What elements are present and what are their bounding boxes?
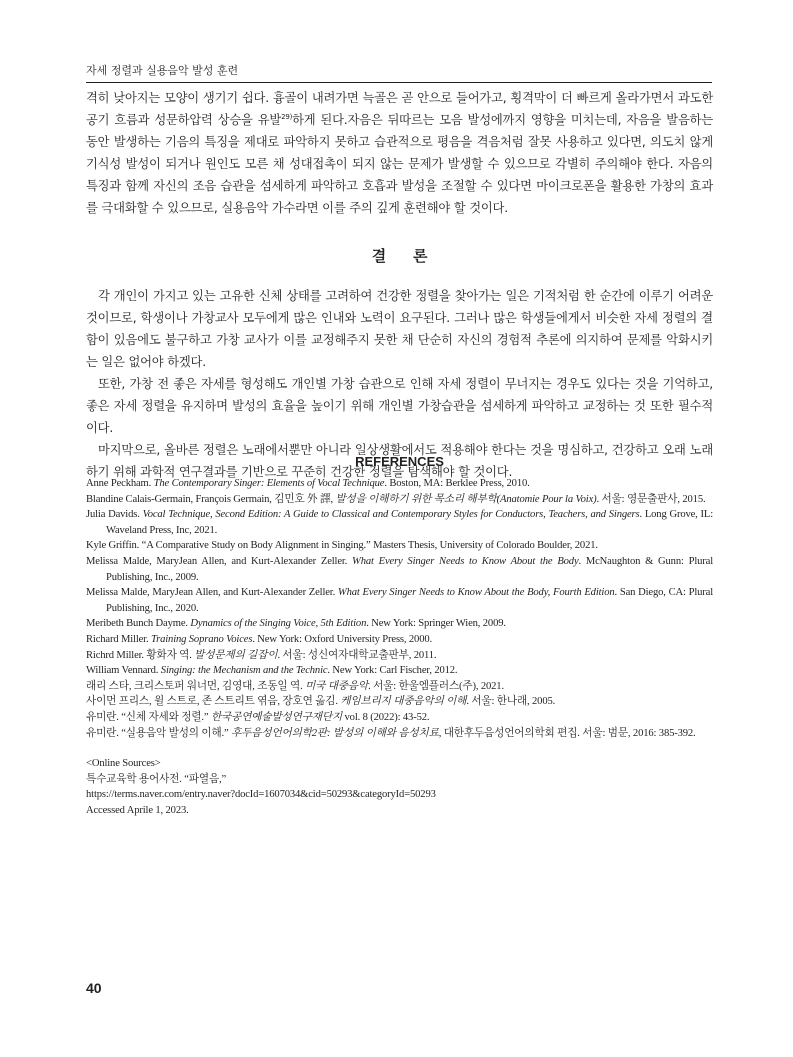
ref-author: Melissa Malde, MaryJean Allen, and Kurt-Alexander Zeller.	[86, 587, 338, 599]
footnote-ref: 29)	[281, 113, 293, 121]
paragraph-text: 하게 된다.자음은 뒤따르는 모음 발성에까지 영향을 미치는데, 자음을 발음하는 동안 발생하는 기음의 특징을 제대로 파악하지 못하고 습관적으로 평음을 격음처럼 잘못 사용하고 있다면, 의도치 않게 기식성 발성이 되거나 원인도 모른 채 성대접촉이 되지 않는 문제가 발생할 수 있으므로 각별히 주의해야 한다. 자음의 특징과 함께 자신의 조음 습관을 섬세하게 파악하고 호흡과 발성을 조절할 수 있다면 마이크로폰을 활용한 가창의 효과를 극대화할 수 있으므로, 실용음악 가수라면 이를 주의 깊게 훈련해야 할 것이다.	[86, 113, 713, 216]
ref-author: 래리 스타, 크리스토퍼 워너먼, 김영대, 조동일 역.	[86, 680, 306, 692]
ref-title: Singing: the Mechanism and the Technic	[160, 665, 328, 677]
ref-pub: . New York: Springer Wien, 2009.	[366, 618, 506, 630]
online-source-url[interactable]: https://terms.naver.com/entry.naver?docId=1607034&cid=50293&categoryId=50293	[86, 789, 436, 801]
online-source-title: 특수교육학 용어사전. “파열음,”	[86, 773, 227, 785]
ref-title: Vocal Technique, Second Edition: A Guide to Classical and Contemporary Styles for Conductors, Teachers, and Singers	[142, 509, 640, 521]
ref-author: Anne Peckham.	[86, 478, 154, 489]
paragraph-2: 각 개인이 가지고 있는 고유한 신체 상태를 고려하여 건강한 정렬을 찾아가는 일은 기적처럼 한 순간에 이루기 어려운 것이므로, 학생이나 가창교사 모두에게 많은 인내와 노력이 요구된다. 그러나 많은 학생들에게서 비슷한 자세 정렬의 결함이 있음에도 불구하고 가창 교사가 이를 교정해주지 못한 채 단순히 자신의 경험적 추론에 의지하여 문제를 악화시키는 일은 없어야 하겠다.	[86, 288, 713, 369]
reference-item	[86, 694, 713, 710]
ref-author: 유미란. “신체 자세와 정렬.”	[86, 711, 211, 723]
ref-author: William Vennard.	[86, 665, 161, 677]
ref-title: 발성문제의 길잡이	[194, 649, 278, 661]
reference-item	[86, 507, 713, 538]
ref-author: Richrd Miller. 황화자 역.	[86, 649, 195, 661]
ref-author: Kyle Griffin. “A Comparative Study on Body Alignment in Singing.” Masters Thesis, University of Colorado Boulder, 2021.	[86, 540, 598, 552]
reference-item	[86, 554, 713, 585]
paragraph-text: 격히 낮아지는 모양이 생기기 쉽다. 흉골이 내려가면 늑골은 곧 안으로 들어가고, 횡격막이 더 빠르게 올라가면서 과도한 공기 흐름과 성문하압력 상승을 유발	[86, 91, 713, 128]
ref-author: Blandine Calais-Germain, François Germain, 김민호 外 譯,	[86, 493, 336, 505]
online-sources	[86, 756, 713, 818]
ref-pub: . Boston, MA: Berklee Press, 2010.	[384, 478, 530, 489]
ref-pub: , 대한후두음성언어의학회 편집. 서울: 범문, 2016: 385-392.	[438, 727, 696, 739]
ref-title: What Every Singer Needs to Know About the Body	[352, 555, 579, 567]
ref-author: Julia Davids.	[86, 509, 143, 521]
reference-item	[86, 679, 713, 695]
ref-pub: . 서울: 영문출판사, 2015.	[596, 493, 706, 505]
spacer	[86, 741, 713, 756]
ref-title: What Every Singer Needs to Know About the Body, Fourth Edition	[337, 587, 615, 599]
reference-item	[86, 476, 713, 492]
reference-item	[86, 492, 713, 508]
reference-item	[86, 648, 713, 664]
reference-item	[86, 585, 713, 616]
ref-title: 한국공연예술발성연구재단지	[210, 711, 343, 723]
paragraph-1	[86, 87, 713, 220]
ref-author: Meribeth Bunch Dayme.	[86, 618, 191, 630]
ref-pub: . 서울: 성신여자대학교출판부, 2011.	[277, 649, 437, 661]
reference-item	[86, 710, 713, 726]
ref-pub: . Long Grove, IL: Waveland Press, Inc, 2021.	[106, 509, 713, 536]
ref-pub: vol. 8 (2022): 43-52.	[342, 711, 430, 723]
reference-item	[86, 538, 713, 554]
page-number: 40	[86, 980, 102, 996]
reference-item	[86, 663, 713, 679]
ref-title: Dynamics of the Singing Voice, 5th Edition	[190, 618, 367, 630]
ref-title: 발성을 이해하기 위한 목소리 해부학(Anatomie Pour la Voix)	[335, 493, 597, 505]
reference-item	[86, 726, 713, 742]
references-list	[86, 476, 713, 818]
ref-title: Training Soprano Voices	[150, 633, 253, 645]
ref-author: Richard Miller.	[86, 633, 151, 645]
ref-pub: . McNaughton & Gunn: Plural Publishing, Inc., 2009.	[106, 555, 714, 583]
ref-pub: . 서울: 한울엠플러스(주), 2021.	[368, 680, 504, 692]
ref-pub: . New York: Carl Fischer, 2012.	[327, 665, 458, 677]
body-text	[86, 87, 713, 484]
ref-pub: . San Diego, CA: Plural Publishing, Inc., 2020.	[106, 587, 714, 614]
ref-author: Melissa Malde, MaryJean Allen, and Kurt-Alexander Zeller.	[86, 555, 353, 567]
paragraph-4: 마지막으로, 올바른 정렬은 노래에서뿐만 아니라 일상생활에서도 적용해야 한다는 것을 명심하고, 건강하고 오래 노래하기 위해 과학적 연구결과를 기반으로 꾸준히 건강한 정렬을 탐색해야 할 것이다.	[86, 443, 713, 480]
ref-title: 케임브리지 대중음악의 이해	[340, 696, 467, 708]
ref-pub: . New York: Oxford University Press, 2000.	[252, 633, 432, 645]
references-title: REFERENCES	[355, 454, 444, 469]
reference-item	[86, 616, 713, 632]
section-title: 결 론	[371, 246, 428, 265]
ref-author: 유미란. “실용음악 발성의 이해.”	[86, 727, 232, 739]
ref-title: 후두음성언어의학2판: 발성의 이해와 음성치료	[231, 727, 439, 739]
ref-pub: . 서울: 한나래, 2005.	[466, 696, 556, 708]
ref-title: 미국 대중음악	[305, 680, 369, 692]
running-header: 자세 정렬과 실용음악 발성 훈련	[86, 62, 712, 83]
online-sources-heading: <Online Sources>	[86, 758, 161, 770]
online-source-accessed: Accessed Aprile 1, 2023.	[86, 804, 189, 816]
ref-author: 사이먼 프리스, 윌 스트로, 존 스트리트 엮음, 장호연 옮김.	[86, 696, 341, 708]
reference-item	[86, 632, 713, 648]
ref-title: The Contemporary Singer: Elements of Vocal Technique	[153, 478, 385, 489]
paragraph-3: 또한, 가창 전 좋은 자세를 형성해도 개인별 가창 습관으로 인해 자세 정렬이 무너지는 경우도 있다는 것을 기억하고, 좋은 자세 정렬을 유지하며 발성의 효율을 높이기 위해 개인별 가창습관을 섬세하게 파악하고 교정하는 것 또한 필수적이다.	[86, 377, 713, 436]
